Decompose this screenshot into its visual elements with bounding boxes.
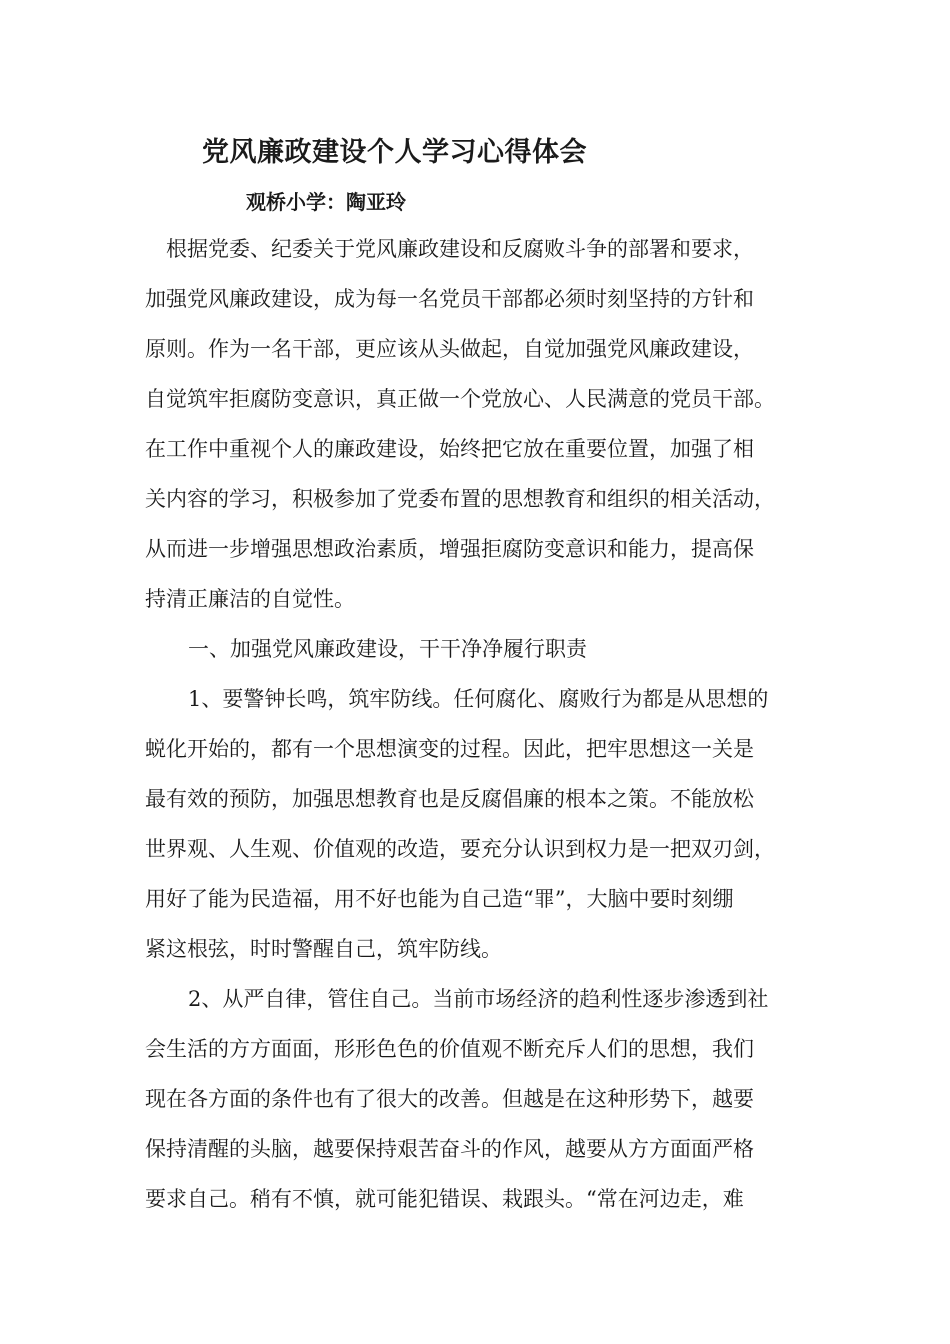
paragraph-line: 1、要警钟长鸣，筑牢防线。任何腐化、腐败行为都是从思想的 [188, 687, 769, 711]
paragraph-line: 加强党风廉政建设，成为每一名党员干部都必须时刻坚持的方针和 [145, 287, 754, 311]
document-author: 观桥小学：陶亚玲 [246, 190, 406, 214]
paragraph-line: 紧这根弦，时时警醒自己，筑牢防线。 [145, 937, 502, 961]
paragraph-line: 在工作中重视个人的廉政建设，始终把它放在重要位置，加强了相 [145, 437, 754, 461]
paragraph-line: 用好了能为民造福，用不好也能为自己造“罪”，大脑中要时刻绷 [145, 887, 734, 911]
paragraph-line: 根据党委、纪委关于党风廉政建设和反腐败斗争的部署和要求， [166, 237, 754, 261]
paragraph-line: 关内容的学习，积极参加了党委布置的思想教育和组织的相关活动， [145, 487, 775, 511]
paragraph-line: 从而进一步增强思想政治素质，增强拒腐防变意识和能力，提高保 [145, 537, 754, 561]
paragraph-line: 世界观、人生观、价值观的改造，要充分认识到权力是一把双刃剑， [145, 837, 775, 861]
paragraph-line: 2、从严自律，管住自己。当前市场经济的趋利性逐步渗透到社 [188, 987, 769, 1011]
paragraph-line: 最有效的预防，加强思想教育也是反腐倡廉的根本之策。不能放松 [145, 787, 754, 811]
paragraph-line: 蜕化开始的，都有一个思想演变的过程。因此，把牢思想这一关是 [145, 737, 754, 761]
paragraph-line: 自觉筑牢拒腐防变意识，真正做一个党放心、人民满意的党员干部。 [145, 387, 775, 411]
paragraph-line: 要求自己。稍有不慎，就可能犯错误、栽跟头。“常在河边走，难 [145, 1187, 744, 1211]
paragraph-line: 持清正廉洁的自觉性。 [145, 587, 355, 611]
document-title: 党风廉政建设个人学习心得体会 [202, 137, 587, 168]
paragraph-line: 现在各方面的条件也有了很大的改善。但越是在这种形势下，越要 [145, 1087, 754, 1111]
paragraph-line: 保持清醒的头脑，越要保持艰苦奋斗的作风，越要从方方面面严格 [145, 1137, 754, 1161]
section-heading: 一、加强党风廉政建设，干干净净履行职责 [188, 637, 587, 661]
paragraph-line: 会生活的方方面面，形形色色的价值观不断充斥人们的思想，我们 [145, 1037, 754, 1061]
paragraph-line: 原则。作为一名干部，更应该从头做起，自觉加强党风廉政建设， [145, 337, 754, 361]
